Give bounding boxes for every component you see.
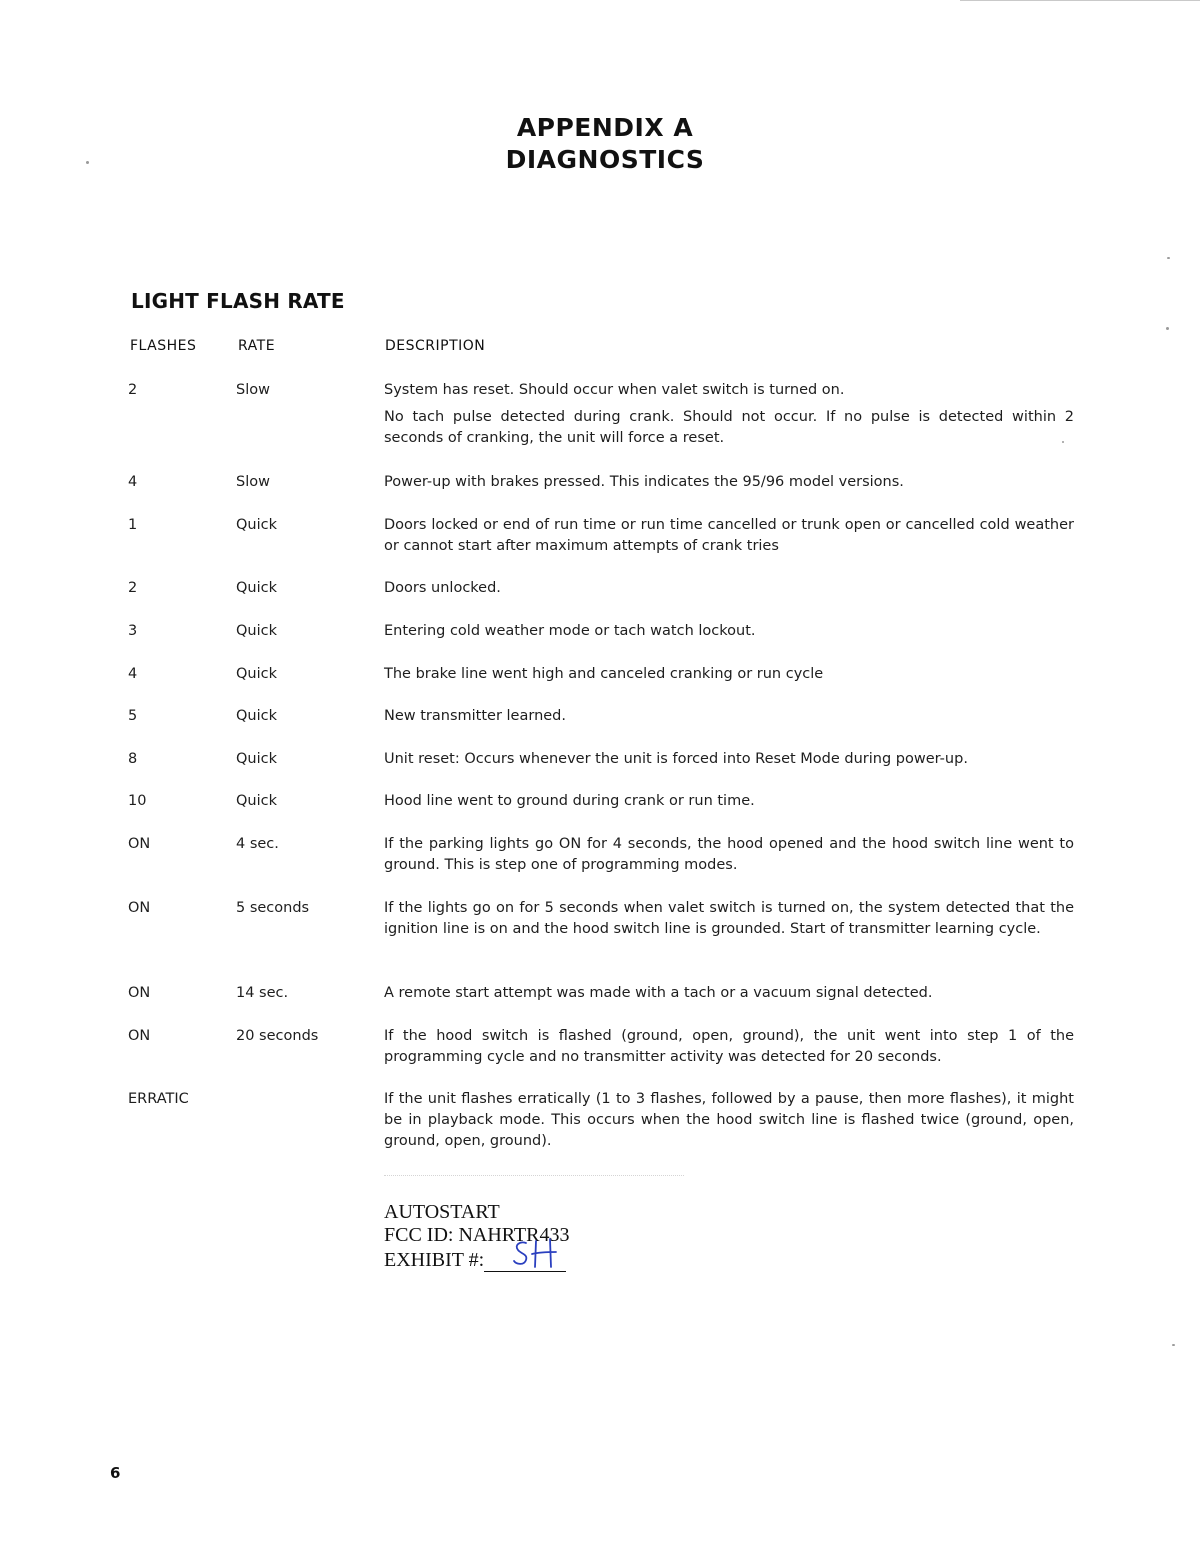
description-cell	[384, 621, 1074, 648]
description-cell	[384, 472, 1074, 499]
rate-cell: Quick	[236, 580, 278, 596]
stamp-line-exhibit	[384, 1247, 570, 1272]
flashes-cell: 2	[128, 580, 138, 596]
flashes-cell: 8	[128, 751, 138, 767]
description-cell	[384, 1026, 1074, 1074]
description-cell	[384, 1089, 1074, 1158]
rate-cell: Slow	[236, 474, 270, 490]
flashes-cell: ON	[128, 836, 151, 852]
exhibit-handwritten-value	[484, 1247, 566, 1272]
description-text: Unit reset: Occurs whenever the unit is forced into Reset Mode during power-up.	[384, 751, 968, 767]
scan-speck	[1172, 1344, 1175, 1346]
description-cell	[384, 834, 1074, 882]
stamp-line-fcc-id: FCC ID: NAHRTR433	[384, 1224, 570, 1246]
description-cell	[384, 380, 1074, 455]
flashes-cell: 3	[128, 623, 138, 639]
description-cell	[384, 664, 1074, 691]
rate-cell: Quick	[236, 751, 278, 767]
scan-speck	[1166, 327, 1169, 330]
flashes-cell: 5	[128, 708, 138, 724]
scan-speck	[1167, 257, 1170, 259]
description-text: If the unit flashes erratically (1 to 3 flashes, followed by a pause, then more flashes), it might be in playback mode. This occurs when the hood switch line is flashed twice (ground, open, ground, open, ground).	[384, 1091, 1074, 1149]
description-text: Power-up with brakes pressed. This indicates the 95/96 model versions.	[384, 474, 904, 490]
flashes-cell: 2	[128, 382, 138, 398]
flashes-cell: ON	[128, 1028, 151, 1044]
flashes-cell: 10	[128, 793, 147, 809]
rate-cell: Quick	[236, 623, 278, 639]
flashes-cell: 4	[128, 666, 138, 682]
description-cell	[384, 791, 1074, 818]
description-cell	[384, 578, 1074, 605]
scan-edge-line	[960, 0, 1200, 1]
column-header-rate: RATE	[238, 338, 276, 354]
rate-cell: Quick	[236, 708, 278, 724]
description-text: Hood line went to ground during crank or run time.	[384, 793, 755, 809]
flashes-cell: 4	[128, 474, 138, 490]
flashes-cell: ON	[128, 985, 151, 1001]
rate-cell: Slow	[236, 382, 270, 398]
description-cell	[384, 515, 1074, 563]
rate-cell: 20 seconds	[236, 1028, 319, 1044]
description-text: Doors unlocked.	[384, 580, 501, 596]
description-text: The brake line went high and canceled cranking or run cycle	[384, 666, 824, 682]
description-cell	[384, 898, 1074, 946]
description-text: If the parking lights go ON for 4 seconds, the hood opened and the hood switch line went to ground. This is step one of programming modes.	[384, 836, 1074, 873]
rate-cell: Quick	[236, 517, 278, 533]
rate-cell: 14 sec.	[236, 985, 289, 1001]
rate-cell: 5 seconds	[236, 900, 310, 916]
scan-speck	[86, 161, 89, 164]
stamp-line-autostart: AUTOSTART	[384, 1201, 500, 1223]
appendix-subtitle-line: DIAGNOSTICS	[505, 145, 705, 174]
description-text: If the lights go on for 5 seconds when valet switch is turned on, the system detected that the ignition line is on and the hood switch line is grounded. Start of transmitter learning cycle.	[384, 900, 1074, 937]
appendix-title-line: APPENDIX A	[516, 113, 694, 142]
column-header-description: DESCRIPTION	[385, 338, 486, 354]
handwritten-sh-mark	[512, 1237, 564, 1269]
section-heading: LIGHT FLASH RATE	[131, 289, 345, 313]
fcc-exhibit-stamp	[384, 1201, 570, 1272]
appendix-title	[0, 112, 1200, 176]
flashes-cell: ON	[128, 900, 151, 916]
exhibit-label: EXHIBIT #:	[384, 1249, 485, 1271]
description-text: Doors locked or end of run time or run time cancelled or trunk open or cancelled cold weather or cannot start after maximum attempts of crank tries	[384, 517, 1074, 554]
description-cell	[384, 706, 1074, 733]
column-header-flashes: FLASHES	[130, 338, 197, 354]
description-text: If the hood switch is flashed (ground, open, ground), the unit went into step 1 of the programming cycle and no transmitter activity was detected for 20 seconds.	[384, 1028, 1074, 1065]
description-text: Entering cold weather mode or tach watch lockout.	[384, 623, 756, 639]
divider-line	[384, 1175, 684, 1176]
description-cell	[384, 749, 1074, 776]
description-text: No tach pulse detected during crank. Should not occur. If no pulse is detected within 2 seconds of cranking, the unit will force a reset.	[384, 409, 1074, 446]
rate-cell: Quick	[236, 793, 278, 809]
description-text: A remote start attempt was made with a tach or a vacuum signal detected.	[384, 985, 933, 1001]
page-number: 6	[110, 1464, 121, 1482]
rate-cell: 4 sec.	[236, 836, 279, 852]
flashes-cell: 1	[128, 517, 138, 533]
rate-cell: Quick	[236, 666, 278, 682]
description-cell	[384, 983, 1074, 1010]
flashes-cell: ERRATIC	[128, 1091, 189, 1107]
scan-speck	[1062, 441, 1064, 443]
description-text: System has reset. Should occur when valet switch is turned on.	[384, 382, 845, 398]
description-text: New transmitter learned.	[384, 708, 566, 724]
